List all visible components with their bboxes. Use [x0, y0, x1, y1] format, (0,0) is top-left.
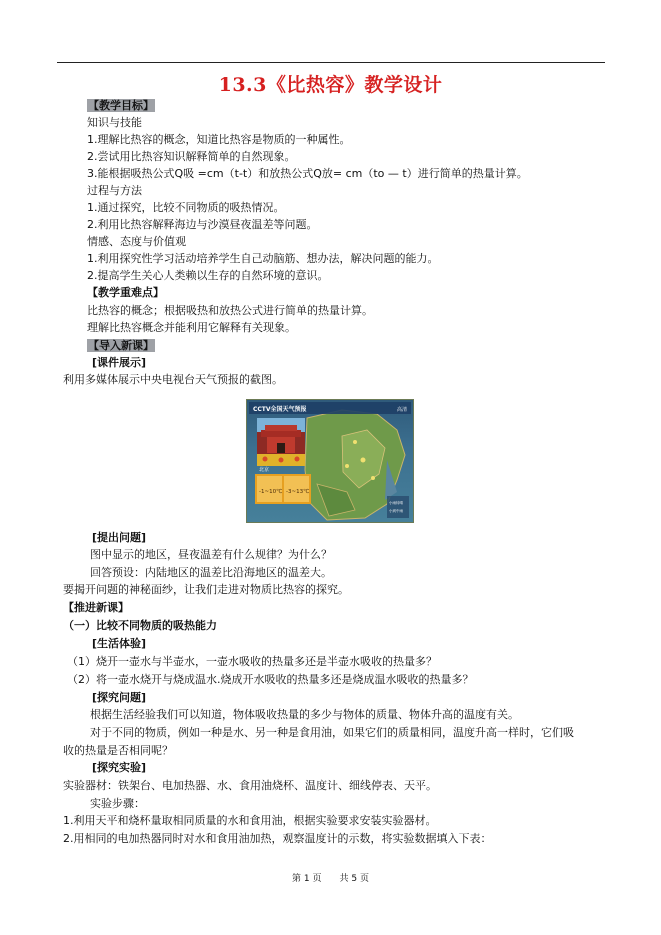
- text-line: 实验器材：铁架台、电加热器、水、食用油烧杯、温度计、细线停表、天平。: [63, 779, 437, 792]
- heading-intro: 【导入新课】: [88, 339, 154, 352]
- subheading-knowledge: 知识与技能: [87, 116, 142, 129]
- text-line: 1.通过探究，比较不同物质的吸热情况。: [87, 201, 285, 214]
- temp-range-2: -3~13℃: [286, 489, 310, 495]
- city-label: 北京: [259, 467, 270, 473]
- subheading-process: 过程与方法: [87, 184, 142, 197]
- heading-objectives: 【教学目标】: [88, 99, 154, 112]
- text-line: 1.利用天平和烧杯量取相同质量的水和食用油，根据实验要求安装实验器材。: [63, 814, 437, 827]
- text-line: 2.提高学生关心人类赖以生存的自然环境的意识。: [87, 269, 329, 282]
- text-line: 根据生活经验我们可以知道，物体吸收热量的多少与物体的质量、物体升高的温度有关。: [90, 708, 519, 721]
- temp-range-1: -1~10℃: [259, 489, 283, 495]
- text-line: 利用多媒体展示中央电视台天气预报的截图。: [63, 373, 283, 386]
- text-line: 2.尝试用比热容知识解释简单的自然现象。: [87, 150, 296, 163]
- legend-item: 小到中雨: [389, 509, 403, 513]
- page-footer: 第 1 页 共 5 页: [292, 874, 369, 884]
- section-heading: （一）比较不同物质的吸热能力: [63, 619, 217, 632]
- header-rule: [57, 62, 605, 63]
- text-line: 收的热量是否相同呢？: [63, 744, 173, 757]
- text-line: （2）将一壶水烧开与烧成温水.烧成开水吸收的热量多还是烧成温水吸收的热量多？: [67, 673, 474, 686]
- subheading-question: [提出问题]: [92, 531, 147, 544]
- subheading-life-experience: [生活体验]: [92, 637, 147, 650]
- hd-label: 高清: [397, 407, 408, 413]
- text-line: 回答预设：内陆地区的温差比沿海地区的温差大。: [90, 566, 332, 579]
- text-line: 1.理解比热容的概念，知道比热容是物质的一种属性。: [87, 133, 351, 146]
- text-line: 2.利用比热容解释海边与沙漠昼夜温差等问题。: [87, 218, 318, 231]
- text-line: 实验步骤：: [90, 797, 145, 810]
- heading-key-points: 【教学重难点】: [87, 286, 164, 299]
- text-line: （1）烧开一壶水与半壶水，一壶水吸收的热量多还是半壶水吸收的热量多？: [67, 655, 437, 668]
- page-title: 13.3《比热容》教学设计: [218, 74, 443, 96]
- text-line: 理解比热容概念并能利用它解释有关现象。: [87, 321, 296, 334]
- legend-item: 小雨转晴: [389, 501, 403, 505]
- text-line: 1.利用探究性学习活动培养学生自己动脑筋、想办法，解决问题的能力。: [87, 252, 439, 265]
- subheading-experiment: [探究实验]: [92, 761, 147, 774]
- text-line: 对于不同的物质，例如一种是水、另一种是食用油，如果它们的质量相同，温度升高一样时，它们吸: [90, 726, 574, 739]
- weather-map-graphic: [247, 400, 413, 522]
- text-line: 3.能根据吸热公式Q吸 =cm（t-t）和放热公式Q放= cm（to — t）进行简单的热量计算。: [87, 167, 528, 180]
- text-line: 2.用相同的电加热器同时对水和食用油加热，观察温度计的示数，将实验数据填入下表：: [63, 832, 492, 845]
- subheading-courseware: [课件展示]: [92, 356, 147, 369]
- subheading-attitude: 情感、态度与价值观: [87, 235, 186, 248]
- banner-text: CCTV全国天气预报: [253, 406, 307, 413]
- text-line: 图中显示的地区，昼夜温差有什么规律？为什么？: [90, 548, 332, 561]
- weather-forecast-image: [246, 399, 414, 523]
- text-line: 比热容的概念；根据吸热和放热公式进行简单的热量计算。: [87, 304, 373, 317]
- text-line: 要揭开问题的神秘面纱，让我们走进对物质比热容的探究。: [63, 583, 349, 596]
- heading-new-lesson: 【推进新课】: [63, 601, 129, 614]
- subheading-inquiry-question: [探究问题]: [92, 691, 147, 704]
